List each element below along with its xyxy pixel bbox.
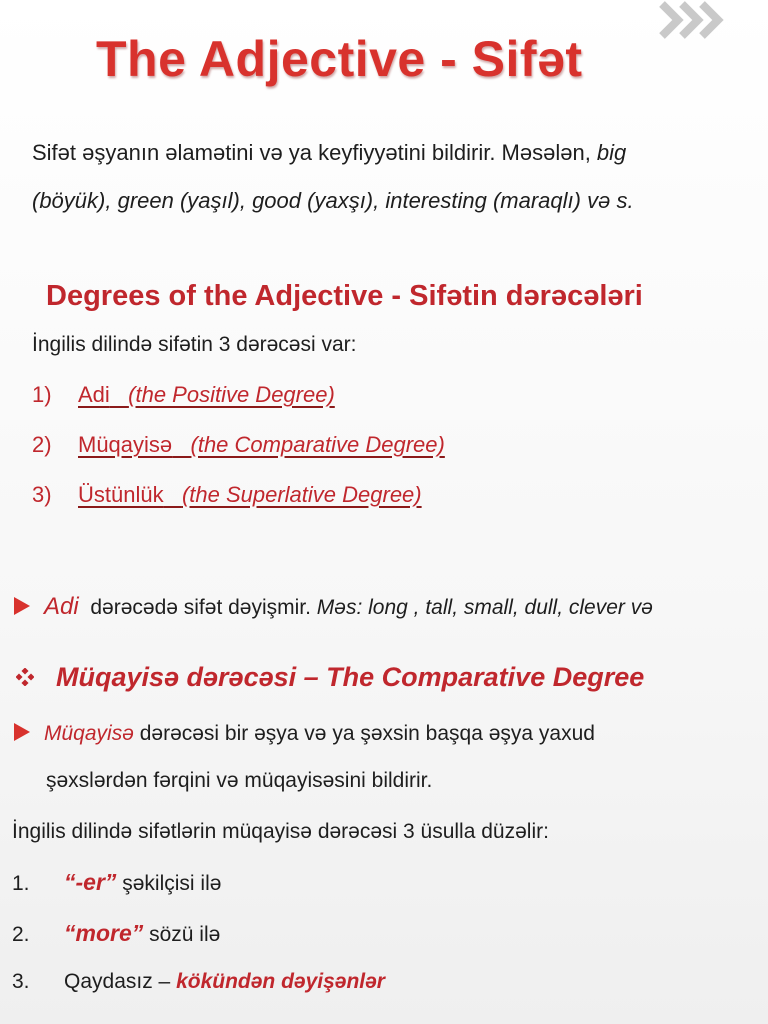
- method-highlight: kökündən dəyişənlər: [176, 970, 385, 993]
- method-prefix: Qaydasız –: [64, 970, 177, 993]
- degree-name: Üstünlük: [78, 482, 164, 507]
- adi-note: [14, 593, 653, 621]
- degrees-heading: Degrees of the Adjective - Sifətin dərəcələri: [46, 280, 643, 312]
- degree-label: [78, 382, 335, 407]
- degree-label: [78, 482, 422, 507]
- method-item: [12, 920, 220, 947]
- degree-name: Adi: [78, 382, 110, 407]
- degree-number: 3): [32, 482, 52, 507]
- comparative-heading-text: Müqayisə dərəcəsi – The Comparative Degree: [56, 662, 645, 692]
- method-item: [12, 970, 385, 994]
- comparative-desc-line-1: [14, 722, 595, 746]
- degree-english: (the Positive Degree): [128, 382, 335, 407]
- arrow-bullet-icon: [14, 597, 30, 615]
- comparative-heading: [16, 662, 644, 693]
- method-suffix: sözü ilə: [143, 923, 221, 946]
- intro-example: big: [596, 140, 627, 165]
- degrees-intro: İngilis dilində sifətin 3 dərəcəsi var:: [32, 333, 357, 356]
- method-number: 1.: [12, 872, 30, 895]
- degree-english: (the Superlative Degree): [181, 482, 422, 507]
- degree-item: [32, 382, 335, 408]
- method-number: 3.: [12, 970, 30, 993]
- method-item: [12, 869, 221, 896]
- degree-label: [78, 432, 445, 457]
- methods-intro: İngilis dilində sifətlərin müqayisə dərəcəsi 3 üsulla düzəlir:: [12, 820, 549, 843]
- method-number: 2.: [12, 923, 30, 946]
- intro-line-1: [32, 140, 626, 166]
- degree-number: 2): [32, 432, 52, 457]
- degree-name: Müqayisə: [78, 432, 173, 457]
- comparative-desc-lead: Müqayisə: [44, 722, 134, 745]
- arrow-bullet-icon: [14, 723, 30, 741]
- comparative-desc-rest: dərəcəsi bir əşya və ya şəxsin başqa əşya yaxud: [133, 722, 595, 745]
- page-title: The Adjective - Sifət: [96, 31, 583, 87]
- adi-lead: Adi: [44, 593, 79, 620]
- comparative-desc-line-2: şəxslərdən fərqini və müqayisəsini bildirir.: [46, 769, 433, 792]
- diamond-bullet-icon: [16, 668, 34, 686]
- degree-item: [32, 482, 422, 508]
- method-suffix: şəkilçisi ilə: [116, 872, 222, 895]
- degree-item: [32, 432, 445, 458]
- chevrons-right-icon[interactable]: [654, 0, 730, 40]
- adi-examples: Məs: long , tall, small, dull, clever və: [316, 596, 653, 619]
- method-highlight: “-er”: [64, 869, 117, 895]
- degree-number: 1): [32, 382, 52, 407]
- method-highlight: “more”: [64, 920, 144, 946]
- degree-english: (the Comparative Degree): [190, 432, 445, 457]
- adi-text: dərəcədə sifət dəyişmir.: [90, 596, 317, 619]
- intro-text: Sifət əşyanın əlamətini və ya keyfiyyətini bildirir. Məsələn,: [32, 140, 597, 165]
- intro-line-2: (böyük), green (yaşıl), good (yaxşı), interesting (maraqlı) və s.: [32, 188, 634, 213]
